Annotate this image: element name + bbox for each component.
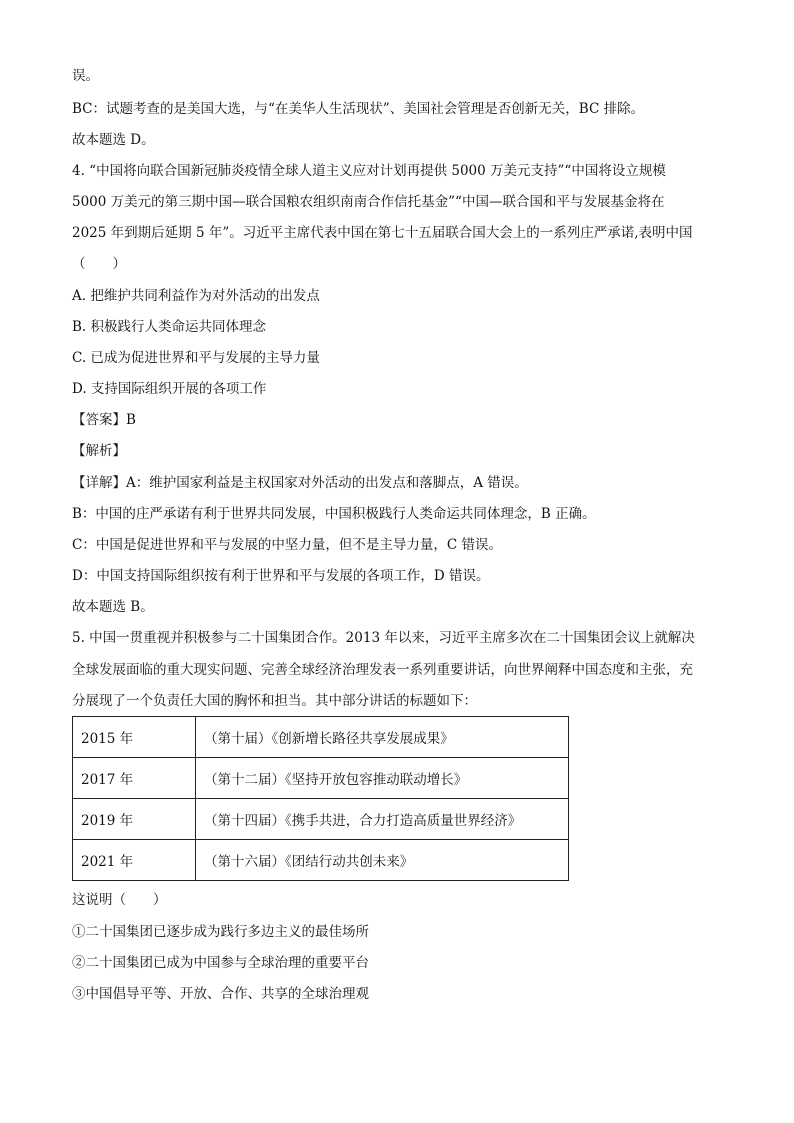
explanation-line: B：中国的庄严承诺有利于世界共同发展，中国积极践行人类命运共同体理念，B 正确。	[72, 506, 596, 522]
title-cell: （第十届）《创新增长路径共享发展成果》	[196, 717, 569, 758]
text-line: BC：试题考查的是美国大选，与“在美华人生活现状”、美国社会管理是否创新无关，BC 排除。	[72, 101, 645, 117]
statement-3: ③中国倡导平等、开放、合作、共享的全球治理观	[72, 986, 369, 1002]
question-5-stem: 全球发展面临的重大现实问题、完善全球经济治理发表一系列重要讲话，向世界阐释中国态度和主张，充	[72, 662, 693, 678]
table-row	[73, 758, 569, 799]
conclusion-line: 故本题选 B。	[72, 599, 154, 615]
question-5-stem: 5. 中国一贯重视并积极参与二十国集团合作。2013 年以来，习近平主席多次在二十国集团会议上就解决	[72, 630, 695, 646]
year-cell: 2017 年	[73, 758, 196, 799]
option-c: C. 已成为促进世界和平与发展的主导力量	[72, 350, 320, 366]
question-5-prompt: 这说明（ ）	[72, 892, 167, 908]
title-cell: （第十四届）《携手共进，合力打造高质量世界经济》	[196, 799, 569, 840]
text-line: 故本题选 D。	[72, 132, 155, 148]
title-cell: （第十二届）《坚持开放包容推动联动增长》	[196, 758, 569, 799]
statement-1: ①二十国集团已逐步成为践行多边主义的最佳场所	[72, 924, 369, 940]
year-cell: 2021 年	[73, 840, 196, 881]
statement-2: ②二十国集团已成为中国参与全球治理的重要平台	[72, 955, 369, 971]
question-4-stem: 4. “中国将向联合国新冠肺炎疫情全球人道主义应对计划再提供 5000 万美元支持”“中国将设立规模	[72, 163, 666, 179]
question-4-stem: 5000 万美元的第三期中国—联合国粮农组织南南合作信托基金”“中国—联合国和平与发展基金将在	[72, 194, 665, 210]
table-row	[73, 799, 569, 840]
explanation-line: 【详解】A：维护国家利益是主权国家对外活动的出发点和落脚点，A 错误。	[72, 475, 528, 491]
speech-title-table	[72, 716, 569, 881]
option-b: B. 积极践行人类命运共同体理念	[72, 319, 267, 335]
table-row	[73, 717, 569, 758]
option-d: D. 支持国际组织开展的各项工作	[72, 381, 267, 397]
answer-label: 【答案】B	[72, 412, 136, 428]
year-cell: 2015 年	[73, 717, 196, 758]
analysis-label: 【解析】	[72, 443, 126, 459]
option-a: A. 把维护共同利益作为对外活动的出发点	[72, 288, 320, 304]
question-4-stem: 2025 年到期后延期 5 年”。习近平主席代表中国在第七十五届联合国大会上的一系列庄严承诺,表明中国	[72, 225, 693, 241]
year-cell: 2019 年	[73, 799, 196, 840]
explanation-line: D：中国支持国际组织按有利于世界和平与发展的各项工作，D 错误。	[72, 568, 490, 584]
answer-blank: （ ）	[72, 256, 126, 272]
question-5-stem: 分展现了一个负责任大国的胸怀和担当。其中部分讲话的标题如下：	[72, 693, 477, 709]
explanation-line: C：中国是促进世界和平与发展的中坚力量，但不是主导力量，C 错误。	[72, 537, 502, 553]
title-cell: （第十六届）《团结行动共创未来》	[196, 840, 569, 881]
table-row	[73, 840, 569, 881]
text-line: 误。	[72, 68, 99, 84]
